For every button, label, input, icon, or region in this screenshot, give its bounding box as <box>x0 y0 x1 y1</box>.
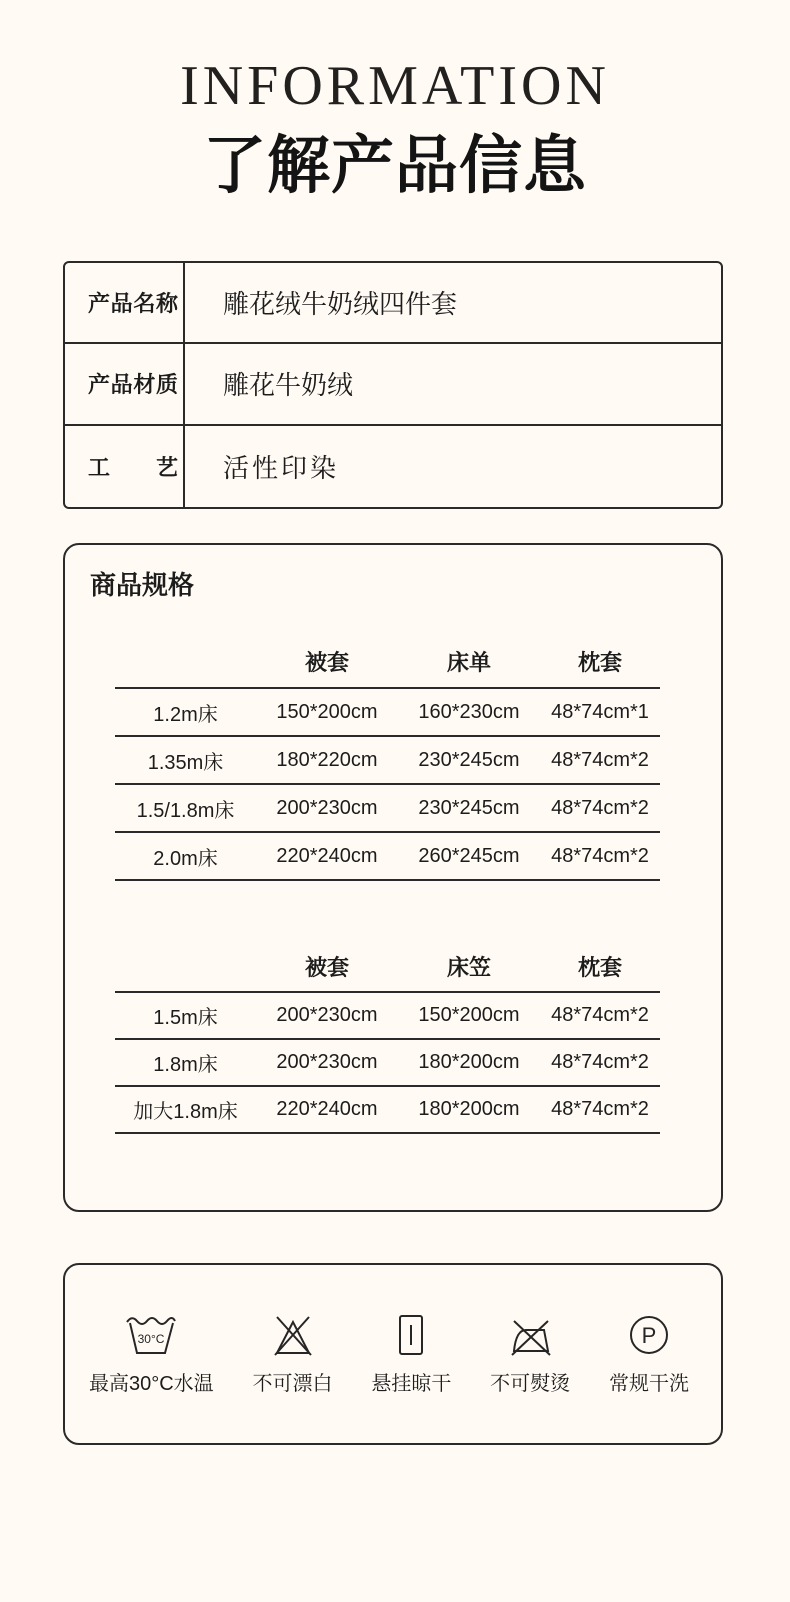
table-row <box>115 737 660 785</box>
product-attributes-table <box>63 261 723 509</box>
header-cell: 床单 <box>446 649 491 675</box>
size-cell: 1.5m床 <box>153 1007 218 1029</box>
attribute-label: 产品材质 <box>65 344 185 423</box>
header-cell: 枕套 <box>577 649 622 675</box>
care-instructions-box <box>63 1263 723 1445</box>
size-cell: 1.8m床 <box>153 1054 218 1076</box>
header-cell: 被套 <box>304 649 349 675</box>
table-row <box>65 344 721 425</box>
size-cell: 2.0m床 <box>153 847 218 870</box>
care-item-iron <box>490 1311 570 1443</box>
wash-max-30c-icon <box>124 1311 178 1357</box>
spec-table-fitted-sheet <box>115 941 660 1134</box>
hang-dry-icon <box>391 1311 431 1357</box>
size-cell: 1.35m床 <box>147 751 224 774</box>
care-item-wash <box>89 1311 214 1443</box>
no-iron-icon <box>506 1311 554 1357</box>
dimension-cell: 160*230cm <box>418 700 520 723</box>
care-label: 悬挂晾干 <box>371 1373 452 1395</box>
dimension-cell: 200*230cm <box>276 1004 378 1026</box>
size-cell: 1.5/1.8m床 <box>136 799 235 822</box>
attribute-label: 产品名称 <box>65 263 185 342</box>
attribute-label: 工艺 <box>65 426 185 507</box>
spec-table-header-row <box>115 635 660 689</box>
spec-box <box>63 543 723 1212</box>
care-label: 最高30°C水温 <box>89 1373 214 1395</box>
spec-table-bedsheet <box>115 635 660 881</box>
section-title-chinese: 了解产品信息 <box>203 131 587 201</box>
attribute-value: 活性印染 <box>223 452 340 483</box>
attribute-value: 雕花绒牛奶绒四件套 <box>223 289 458 320</box>
dimension-cell: 200*230cm <box>276 1051 378 1073</box>
dimension-cell: 150*200cm <box>276 700 378 723</box>
table-row <box>115 1087 660 1134</box>
care-label: 常规干洗 <box>609 1373 689 1395</box>
table-row <box>65 263 721 344</box>
dimension-cell: 48*74cm*2 <box>551 748 649 771</box>
spec-box-title: 商品规格 <box>90 570 195 600</box>
header-cell: 枕套 <box>577 954 622 980</box>
spec-table-header-row <box>115 941 660 993</box>
dimension-cell: 48*74cm*2 <box>551 1098 649 1120</box>
dimension-cell: 180*200cm <box>418 1051 520 1073</box>
dimension-cell: 220*240cm <box>276 844 378 867</box>
header-cell: 床笠 <box>446 954 491 980</box>
dimension-cell: 230*245cm <box>418 748 520 771</box>
table-row <box>65 426 721 507</box>
dimension-cell: 230*245cm <box>418 796 520 819</box>
section-title-english: INFORMATION <box>180 55 610 117</box>
size-cell: 1.2m床 <box>153 703 218 726</box>
attribute-value: 雕花牛奶绒 <box>223 370 354 401</box>
care-item-dryclean <box>609 1311 689 1443</box>
dimension-cell: 48*74cm*2 <box>551 796 649 819</box>
dry-clean-icon <box>627 1311 671 1357</box>
care-item-bleach <box>253 1311 333 1443</box>
dimension-cell: 48*74cm*2 <box>551 1004 649 1026</box>
table-row <box>115 993 660 1040</box>
table-row <box>115 689 660 737</box>
table-row <box>115 785 660 833</box>
dimension-cell: 48*74cm*2 <box>551 1051 649 1073</box>
header-cell: 被套 <box>304 954 349 980</box>
svg-text:P: P <box>641 1323 657 1348</box>
no-bleach-icon <box>270 1311 316 1357</box>
care-item-dry <box>371 1311 451 1443</box>
dimension-cell: 220*240cm <box>276 1098 378 1120</box>
table-row <box>115 1040 660 1087</box>
dimension-cell: 48*74cm*2 <box>551 844 649 867</box>
dimension-cell: 200*230cm <box>276 796 378 819</box>
dimension-cell: 180*220cm <box>276 748 378 771</box>
care-label: 不可漂白 <box>252 1373 333 1395</box>
dimension-cell: 180*200cm <box>418 1098 520 1120</box>
size-cell: 加大1.8m床 <box>133 1101 238 1123</box>
dimension-cell: 150*200cm <box>418 1004 520 1026</box>
table-row <box>115 833 660 881</box>
svg-text:30°C: 30°C <box>137 1332 165 1346</box>
care-label: 不可熨烫 <box>490 1373 571 1395</box>
dimension-cell: 260*245cm <box>418 844 520 867</box>
dimension-cell: 48*74cm*1 <box>551 700 649 723</box>
